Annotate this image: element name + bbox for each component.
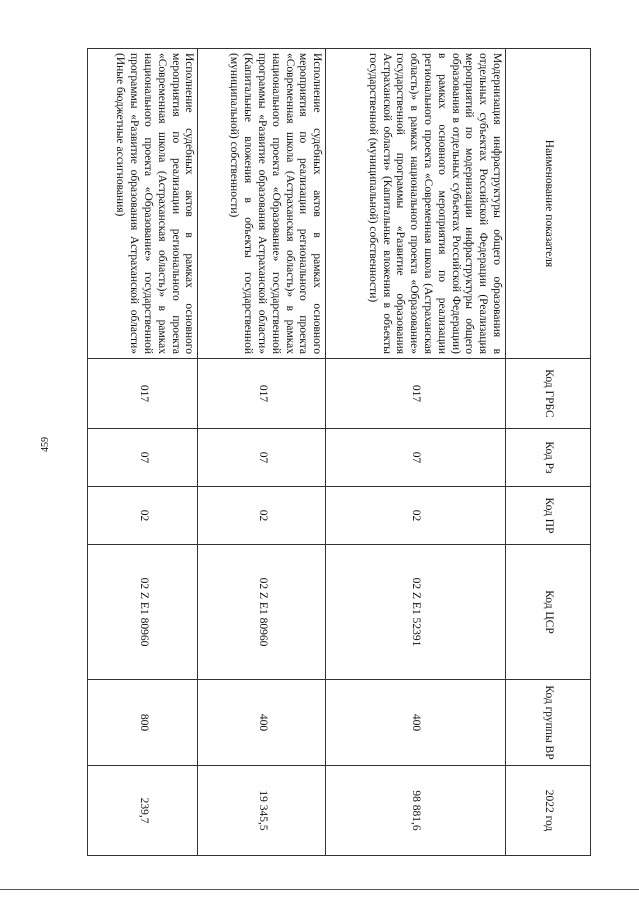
row-grbs: 017 xyxy=(198,359,326,429)
row-rz: 07 xyxy=(88,429,198,487)
header-grbs: Код ГРБС xyxy=(506,359,591,429)
page-number: 459 xyxy=(40,437,51,452)
scan-bottom-divider xyxy=(0,889,639,890)
table-row xyxy=(198,49,326,856)
row-rz: 07 xyxy=(326,429,506,487)
row-rz: 07 xyxy=(198,429,326,487)
row-name: Модернизация инфраструктуры общего образования в отдельных субъектах Российской Федерации (Реализация мероприятий по модернизации инфраструктуры общего образования в отдельных субъектах Российской Федерации) в рамках основного мероприятия по реализации регионального проекта «Современная школа (Астраханская область)» в рамках национального проекта «Образование» государственной программы «Развитие образования Астраханской области» (Капитальные вложения в объекты государственной (муниципальной) собственности) xyxy=(326,49,506,359)
row-pr: 02 xyxy=(326,487,506,545)
row-pr: 02 xyxy=(88,487,198,545)
row-vr: 400 xyxy=(198,680,326,766)
row-grbs: 017 xyxy=(326,359,506,429)
header-rz: Код Рз xyxy=(506,429,591,487)
rotated-table-container xyxy=(87,48,591,855)
header-name: Наименование показателя xyxy=(506,49,591,359)
header-pr: Код ПР xyxy=(506,487,591,545)
table-header-row xyxy=(506,49,591,856)
row-csr: 02 Z E1 80960 xyxy=(88,545,198,680)
row-year-value: 19 345,5 xyxy=(198,766,326,856)
row-year-value: 98 881,6 xyxy=(326,766,506,856)
row-name: Исполнение судебных актов в рамках основного мероприятия по реализации регионального проекта «Современная школа (Астраханская область)» в рамках национального проекта «Образование» государственной программы «Развитие образования Астраханской области» (Капитальные вложения в объекты государственной (муниципальной) собственности) xyxy=(198,49,326,359)
header-csr: Код ЦСР xyxy=(506,545,591,680)
table-row xyxy=(88,49,198,856)
header-year: 2022 год xyxy=(506,766,591,856)
row-vr: 800 xyxy=(88,680,198,766)
row-name: Исполнение судебных актов в рамках основного мероприятия по реализации регионального проекта «Современная школа (Астраханская область)» в рамках национального проекта «Образование» государственной программы «Развитие образования Астраханской области» (Иные бюджетные ассигнования) xyxy=(88,49,198,359)
row-vr: 400 xyxy=(326,680,506,766)
row-pr: 02 xyxy=(198,487,326,545)
budget-table xyxy=(87,48,591,856)
row-year-value: 239,7 xyxy=(88,766,198,856)
header-vr: Код группы ВР xyxy=(506,680,591,766)
row-csr: 02 Z E1 80960 xyxy=(198,545,326,680)
row-grbs: 017 xyxy=(88,359,198,429)
row-csr: 02 Z E1 52391 xyxy=(326,545,506,680)
table-row xyxy=(326,49,506,856)
